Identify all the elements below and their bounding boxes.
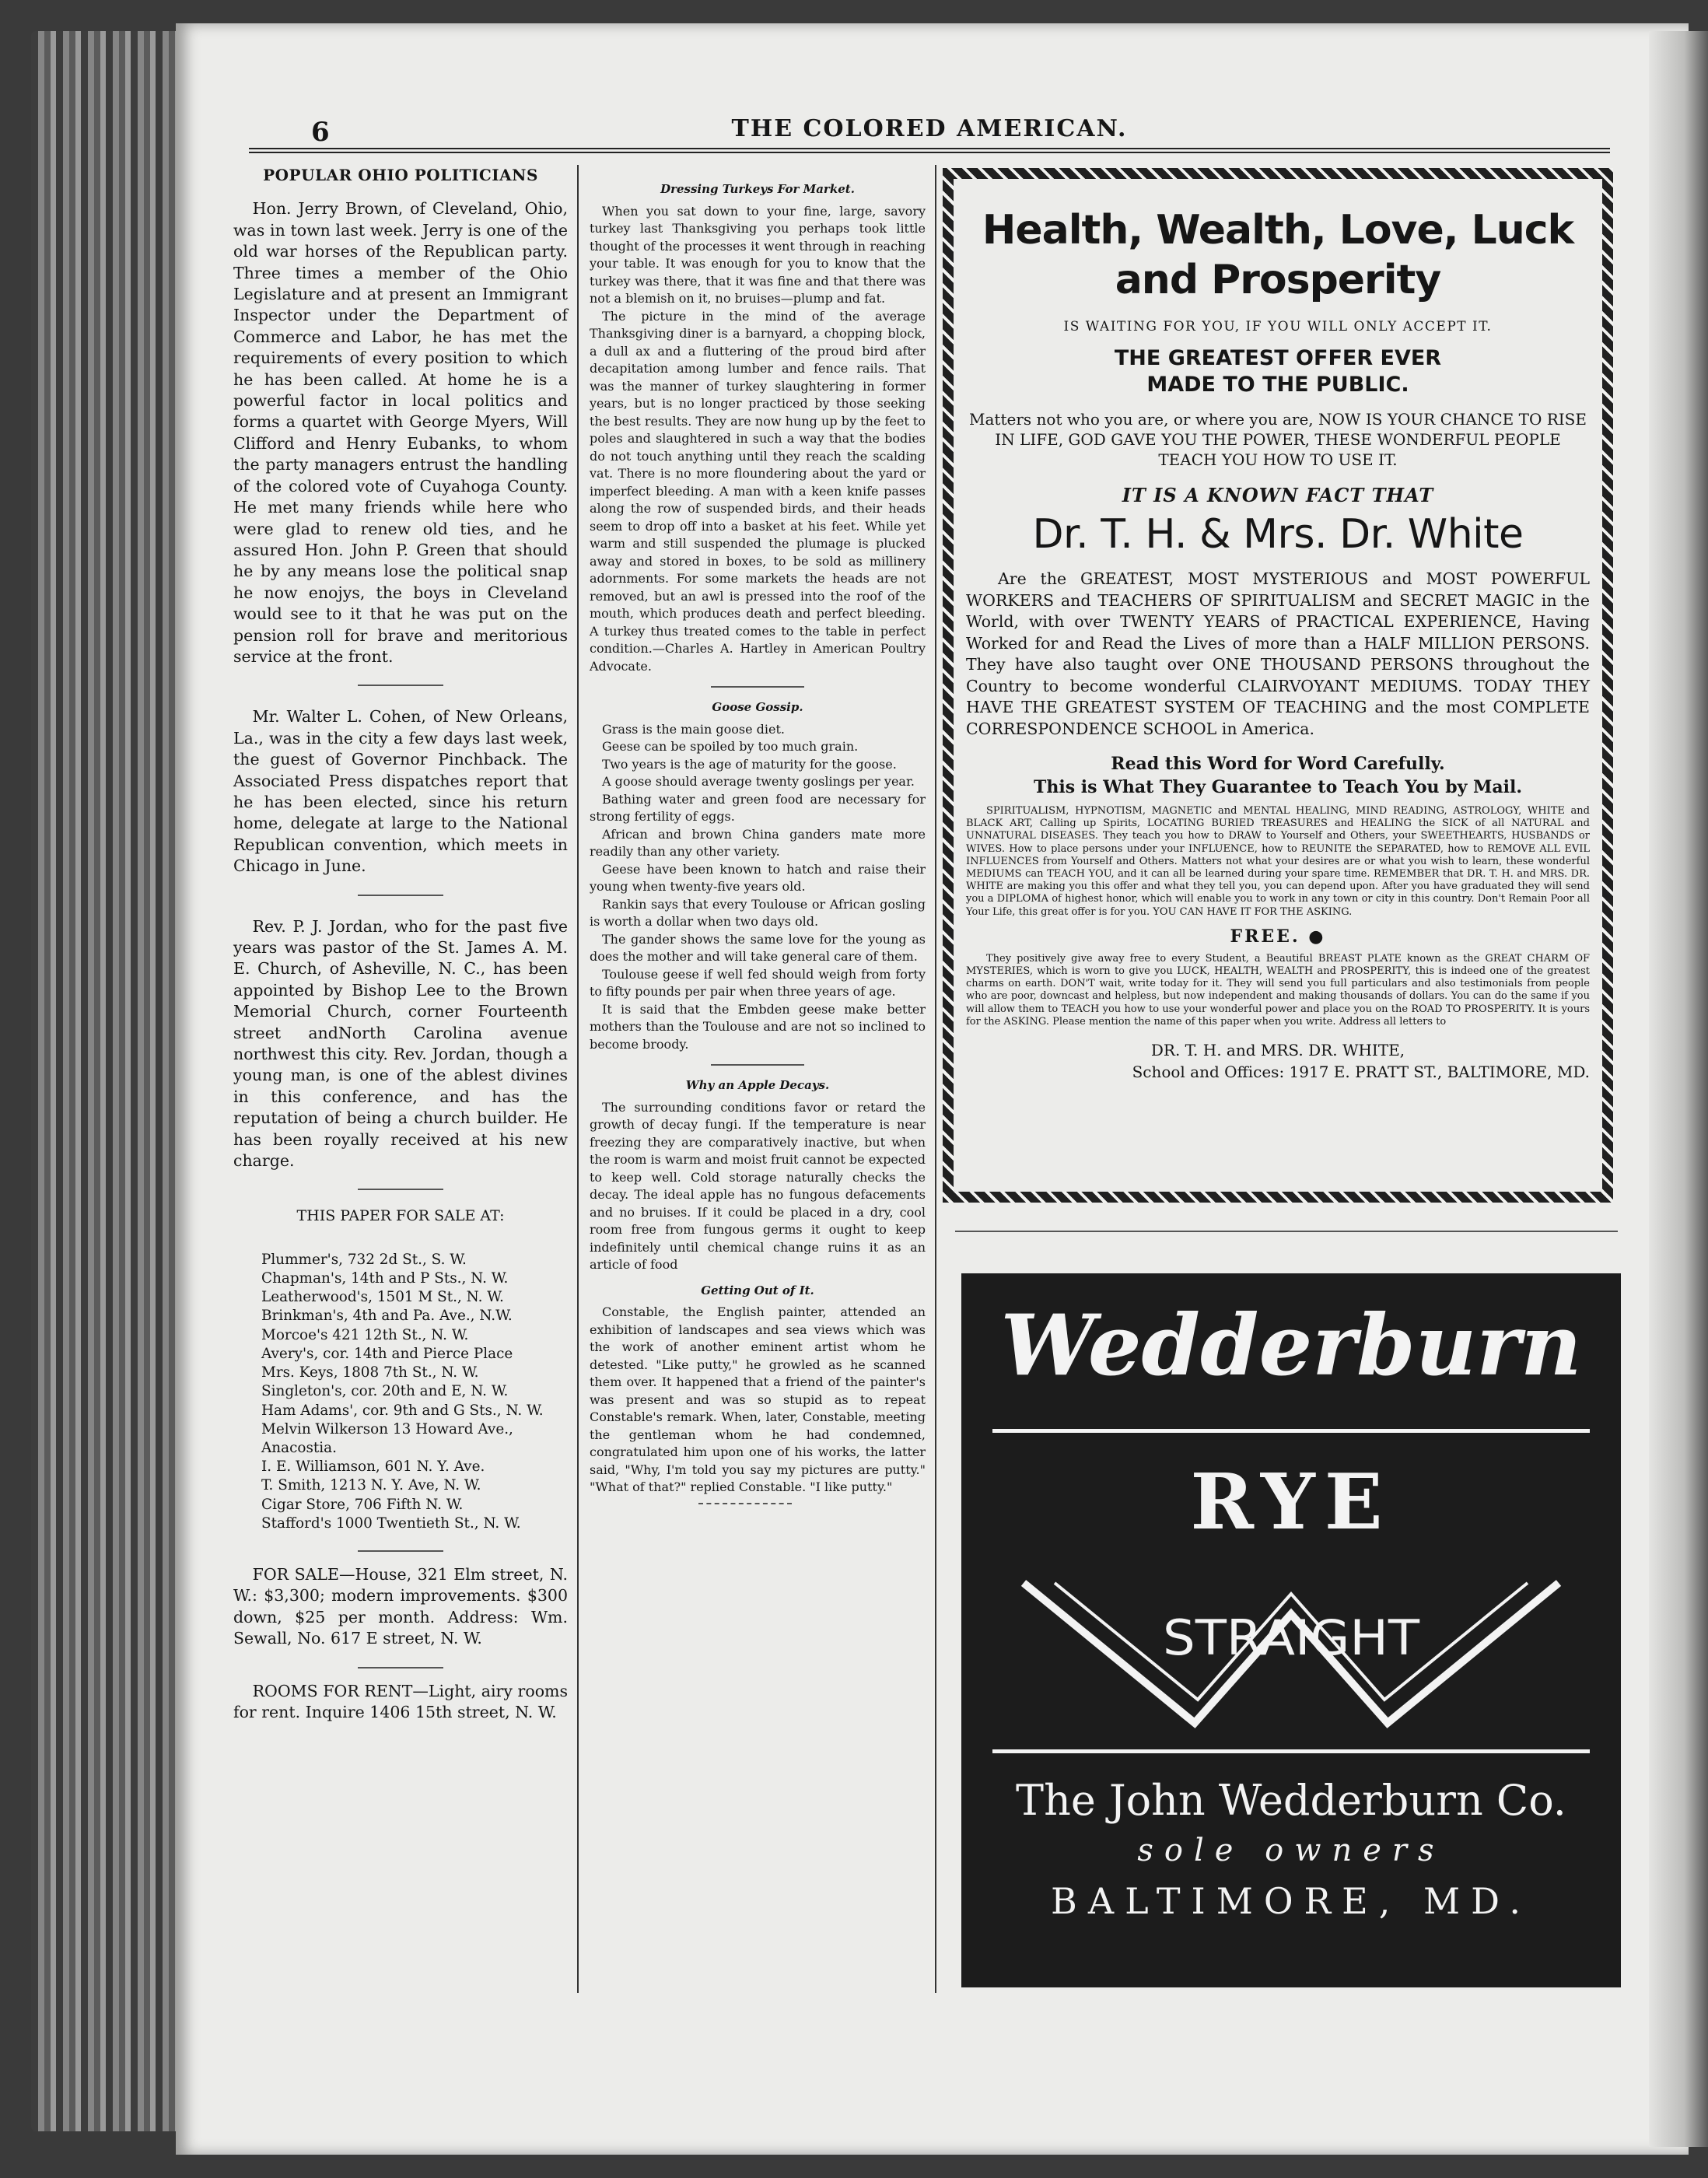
ad-offer-line: MADE TO THE PUBLIC. [1146,373,1409,397]
ad-body: Are the GREATEST, MOST MYSTERIOUS and MOST POWERFUL WORKERS and TEACHERS OF SPIRITUALISM and SECRET MAGIC in the World, with over TWENTY YEARS of PRACTICAL EXPERIENCE, Having Worked for and Read the Lives of more than a HALF MILLION PERSONS. They have also taught over ONE THOUSAND PERSONS throughout the Country to become wonderful CLAIRVOYANT MEDIUMS. TODAY THEY HAVE THE GREATEST SYSTEM OF TEACHING and the most COMPLETE CORRESPONDENCE SCHOOL in America. [966,569,1590,738]
separator-rule [955,1231,1618,1232]
column-politics [233,165,568,1723]
ad-fine-print: They positively give away free to every Student, a Beautiful BREAST PLATE known as the GREAT CHARM OF MYSTERIES, which is worn to give you LUCK, HEALTH, WEALTH and PROSPERITY, this is indeed one of the greatest charms on earth. DON'T wait, write today for it. They will send you full particulars and also testimonials from people who are poor, downcast and helpless, but now independent and making thousands of dollars. You can do the same if you will allow them to TEACH you how to use your wonderful power and place you on the ROAD TO PROSPERITY. It is yours for the ASKING. Please mention the name of this paper when you write. Address all letters to [966,952,1590,1028]
list-item: T. Smith, 1213 N. Y. Ave, N. W. [261,1477,481,1494]
sale-list-title: THIS PAPER FOR SALE AT: [296,1207,505,1225]
list-item: Geese can be spoiled by too much grain. [602,739,859,754]
header-rule [249,148,1610,153]
list-item: Singleton's, cor. 20th and E, N. W. [261,1383,509,1400]
list-item: I. E. Williamson, 601 N. Y. Ave. [261,1458,485,1476]
short-rule [358,685,443,686]
article-paragraph: Hon. Jerry Brown, of Cleveland, Ohio, was in town last week. Jerry is one of the old war horses of the Republican party. Three times a member of the Ohio Legislature and at present an Immigrant Inspector under the Department of Commerce and Labor, he has met the requirements of every position to which he has been called. At home he is a powerful factor in local politics and forms a quartet with George Myers, Will Clifford and Henry Eubanks, to whom the party managers entrust the handling of the colored vote of Cuyahoga County. He met many friends while here who were glad to renew old ties, and he assured Hon. John P. Green that should he by any means lose the political snap he now enojys, the boys in Cleveland would see to it that he was put on the pension roll for brave and meritorious service at the front. [233,199,568,666]
article-paragraph: When you sat down to your fine, large, savory turkey last Thanksgiving you perhaps took little thought of the processes it went through in reaching your table. It was enough for you to know that the turkey was there, that it was fine and that there was not a blemish on it, no bruises—plump and fat. [590,203,926,306]
article-paragraph: Mr. Walter L. Cohen, of New Orleans, La., was in the city a few days last week, the guest of Governor Pinchback. The Associated Press dispatches report that he has been elected, since his return home, delegate at large to the National Republican convention, which meets in Chicago in June. [233,707,568,876]
article-paragraph: Rev. P. J. Jordan, who for the past five years was pastor of the St. James A. M. E. Church, of Asheville, N. C., has been appointed by Bishop Lee to the Brown Memorial Church, corner Fourteenth street andNorth Carolina avenue northwest this city. Rev. Jordan, though a young man, is one of the ablest divines in this conference, and has the reputation of being a church builder. He has been royally received at his new charge. [233,916,568,1171]
ad-free-text: FREE. [1230,926,1300,947]
sole-owners: sole owners [1137,1833,1445,1868]
ad-offer [966,345,1590,398]
page-right-edge [1649,31,1708,2147]
list-item: It is said that the Embden geese make better mothers than the Toulouse and are not so inclined to become broody. [590,1001,926,1052]
section-heading: Getting Out of It. [701,1283,814,1297]
ad-subtitle: IS WAITING FOR YOU, IF YOU WILL ONLY ACCEPT IT. [1063,319,1493,334]
list-item: Mrs. Keys, 1808 7th St., N. W. [261,1364,479,1381]
company-name: The John Wedderburn Co. [1016,1776,1566,1825]
end-rule [698,1503,792,1504]
rye-label: RYE [1190,1458,1392,1547]
bullet-icon: ● [1308,926,1326,947]
ad-advertiser-name: Dr. T. H. & Mrs. Dr. White [1032,511,1524,558]
list-item: Rankin says that every Toulouse or African gosling is worth a dollar when two days old. [590,896,926,929]
list-item: Bathing water and green food are necessary for strong fertility of eggs. [590,791,926,824]
w-emblem-icon [1008,1567,1574,1731]
list-item: Plummer's, 732 2d St., S. W. [261,1251,467,1268]
column-farm-notes [590,180,926,1504]
classified-for-sale: FOR SALE—House, 321 Elm street, N. W.: $3,300; modern improvements. $300 down, $25 per month. Address: Wm. Sewall, No. 617 E street, N. W. [233,1564,568,1648]
ad-callout-line: This is What They Guarantee to Teach You by Mail. [1033,777,1523,797]
short-rule [711,1064,804,1066]
company-city: BALTIMORE, MD. [1051,1880,1531,1922]
list-item: African and brown China ganders mate more readily than any other variety. [590,826,926,859]
list-item: Cigar Store, 706 Fifth N. W. [261,1496,464,1513]
list-item: A goose should average twenty goslings per year. [602,774,915,789]
wedderburn-brand: Wedderburn [1000,1297,1582,1395]
article-paragraph: The surrounding conditions favor or retard the growth of decay fungi. If the temperature is near freezing they are comparatively inactive, but when the room is warm and moist fruit cannot be expected to keep well. Cold storage naturally checks the decay. The ideal apple has no fungous defacements and no bruises. If it could be placed in a dry, cool room free from fungous germs it ought to keep indefinitely until chemical change ruins it as an article of food [590,1099,926,1272]
ad-headline-line: Health, Wealth, Love, Luck [982,207,1574,254]
list-item: Brinkman's, 4th and Pa. Ave., N.W. [261,1308,513,1325]
advertisement-dr-white [943,168,1613,1203]
list-item: Avery's, cor. 14th and Pierce Place [261,1345,513,1362]
ad-address-line: School and Offices: 1917 E. PRATT ST., BALTIMORE, MD. [1132,1063,1590,1082]
list-item: Melvin Wilkerson 13 Howard Ave., Anacostia. [261,1420,513,1456]
list-item: Two years is the age of maturity for the goose. [602,756,897,772]
article-paragraph: Constable, the English painter, attended an exhibition of landscapes and sea views which was the work of another eminent artist whom he detested. "Like putty," he growled as he scanned them over. It happened that a friend of the painter's was present and was so stupid as to repeat Constable's remark. When, later, Constable, meeting the gentleman whom he had condemned, congratulated him upon one of his works, the latter said, "Why, I'm told you say my pictures are putty." "What of that?" replied Constable. "I like putty." [590,1304,926,1494]
page-header [249,109,1610,156]
ad-headline-line: and Prosperity [1115,257,1441,303]
ad-address-line: DR. T. H. and MRS. DR. WHITE, [1150,1041,1405,1060]
list-item: Grass is the main goose diet. [602,721,786,737]
classified-rooms: ROOMS FOR RENT—Light, airy rooms for rent. Inquire 1406 15th street, N. W. [233,1681,568,1721]
ad-rule [992,1749,1590,1753]
masthead: THE COLORED AMERICAN. [731,115,1128,142]
list-item: The gander shows the same love for the young as does the mother and will take general care of them. [590,931,926,964]
list-item: Leatherwood's, 1501 M St., N. W. [261,1289,504,1306]
section-heading: Dressing Turkeys For Market. [660,182,855,196]
book-binding-edge [31,31,179,2131]
page-number: 6 [311,117,330,148]
short-rule [711,686,804,688]
straight-label: STRAIGHT [1163,1609,1421,1666]
ad-callout [966,752,1590,799]
article-paragraph: The picture in the mind of the average Thanksgiving diner is a barnyard, a chopping block, a dull ax and a fluttering of the proud bird after decapitation among lumber and fence rails. That was the manner of turkey slaughtering in former years, but is no longer practiced by those seeking the best results. They are now hung up by the feet to poles and slaughtered in such a way that the bodies do not touch anything until they reach the scalding vat. There is no more floundering about the yard or imperfect bleeding. A man with a keen knife passes along the row of suspended birds, and their heads seem to drop off into a basket at his feet. While yet warm and still suspended the plumage is plucked away and stored in boxes, to be sold as millinery adornments. For some markets the heads are not removed, but an awl is pressed into the roof of the mouth, which produces death and perfect bleeding. A turkey thus treated comes to the table in perfect condition.—Charles A. Hartley in American Poultry Advocate. [590,308,926,674]
ad-fine-print: SPIRITUALISM, HYPNOTISM, MAGNETIC and MENTAL HEALING, MIND READING, ASTROLOGY, WHITE and BLACK ART, Calling up Spirits, LOCATING BURIED TREASURES and HEALING the SICK of all NATURAL and UNNATURAL DISEASES. They teach you how to DRAW to Yourself and Others, your SWEETHEARTS, HUSBANDS or WIVES. How to place persons under your INFLUENCE, how to REUNITE the SEPARATED, how to REMOVE ALL EVIL INFLUENCES from Yourself and Others. Matters not what your desires are or what you wish to learn, these wonderful MEDIUMS can TEACH YOU, and it can all be learned during your spare time. REMEMBER that DR. T. H. and MRS. DR. WHITE are making you this offer and what they tell you, you can depend upon. After you have graduated they will send you a DIPLOMA of highest honor, which will enable you to work in any town or city in this country. Don't Remain Poor all Your Life, this great offer is for you. YOU CAN HAVE IT FOR THE ASKING. [966,805,1590,918]
section-heading: Why an Apple Decays. [685,1078,830,1092]
list-item: Morcoe's 421 12th St., N. W. [261,1326,469,1343]
list-item: Stafford's 1000 Twentieth St., N. W. [261,1514,521,1532]
section-heading: Goose Gossip. [712,700,803,714]
short-rule [358,1550,443,1552]
ad-headline [966,205,1590,305]
list-item: Ham Adams', cor. 9th and G Sts., N. W. [261,1402,544,1419]
list-item: Chapman's, 14th and P Sts., N. W. [261,1270,509,1287]
short-rule [358,895,443,896]
ad-free-heading [966,926,1590,947]
ad-offer-line: THE GREATEST OFFER EVER [1114,346,1442,370]
list-item: Geese have been known to hatch and raise their young when twenty-five years old. [590,861,926,894]
column-rule [577,165,579,1993]
advertisement-wedderburn-rye [961,1273,1621,1987]
sale-list [233,1251,568,1533]
list-item: Toulouse geese if well fed should weigh from forty to fifty pounds per pair when three years of age. [590,966,926,999]
short-rule [358,1189,443,1190]
short-rule [358,1667,443,1669]
ad-callout-line: Read this Word for Word Carefully. [1111,754,1445,774]
article-title: POPULAR OHIO POLITICIANS [263,166,538,184]
ad-intro: Matters not who you are, or where you are, NOW IS YOUR CHANCE TO RISE IN LIFE, GOD GAVE YOU THE POWER, THESE WONDERFUL PEOPLE TEACH YOU HOW TO USE IT. [969,410,1587,469]
column-rule [935,165,936,1993]
ad-address [966,1039,1590,1083]
ad-known-fact: IT IS A KNOWN FACT THAT [1122,484,1434,506]
ad-rule [992,1429,1590,1433]
